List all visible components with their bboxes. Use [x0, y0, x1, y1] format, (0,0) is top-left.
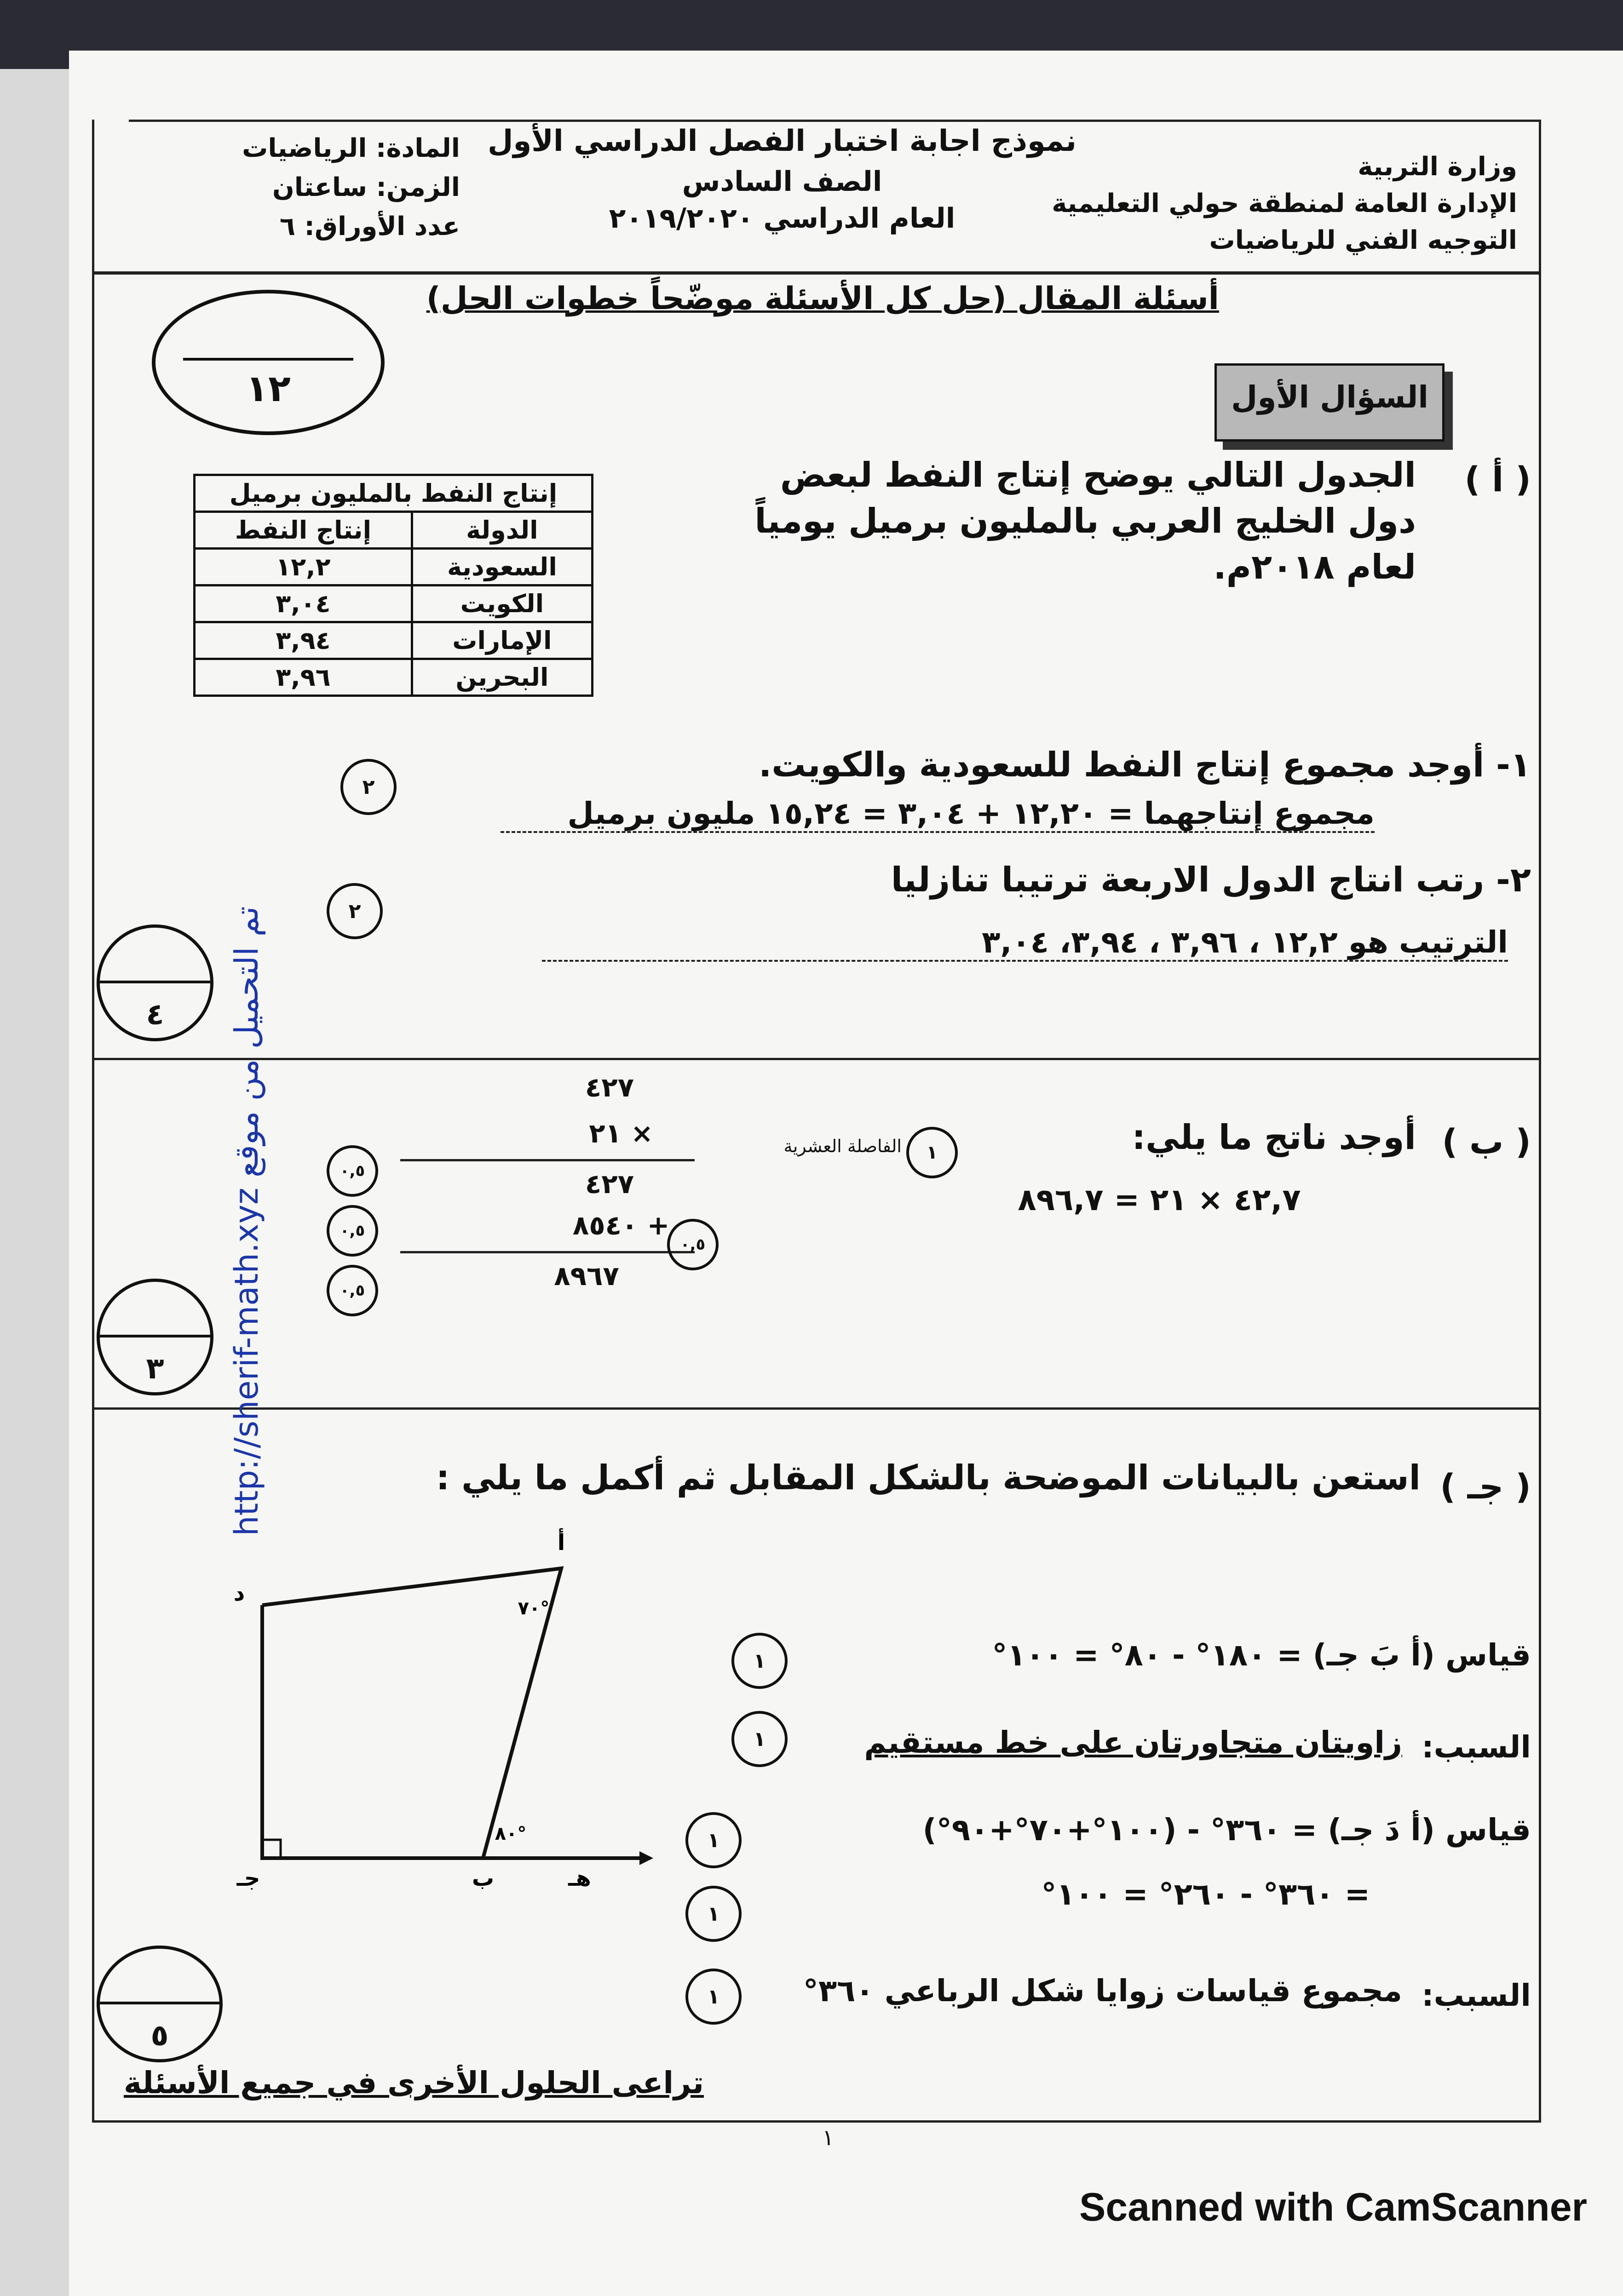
part-a-q2: ٢- رتب انتاج الدول الاربعة ترتيبا تنازليا	[891, 860, 1531, 900]
mark-circle: ١	[731, 1711, 788, 1767]
mult-line: ٨٥٤٠ +	[572, 1210, 670, 1241]
part-a-score	[97, 924, 213, 1041]
half-mark: ٠,٥	[327, 1145, 378, 1197]
table-row	[195, 585, 593, 622]
part-c-label: ( جـ )	[1440, 1467, 1531, 1507]
row-country: الإمارات	[412, 622, 592, 659]
quad-outline	[262, 1568, 561, 1858]
footer-note: تراعى الحلول الأخرى في جميع الأسئلة	[123, 2065, 704, 2101]
mult-line: ٤٢٧	[585, 1072, 634, 1103]
part-b-answer: ٤٢,٧ × ٢١ = ٨٩٦,٧	[1018, 1182, 1301, 1217]
part-a-line1: الجدول التالي يوضح إنتاج النفط لبعض	[780, 455, 1416, 495]
total-score-oval	[152, 290, 385, 435]
vertex-a: أ	[557, 1530, 565, 1556]
part-b-score	[97, 1279, 213, 1395]
part-b-question: أوجد ناتج ما يلي:	[1132, 1118, 1416, 1157]
part-c-score	[97, 1946, 223, 2062]
page-number: ١	[822, 2125, 834, 2151]
part-c-l5-key: السبب:	[1422, 1978, 1531, 2013]
oil-table-caption: إنتاج النفط بالمليون برميل	[195, 475, 593, 512]
right-border	[1539, 120, 1541, 2120]
mark-circle: ١	[731, 1633, 788, 1689]
part-a-line3: لعام ٢٠١٨م.	[1213, 547, 1416, 587]
part-c-l1: قياس (أ بَ جـ) = ١٨٠° - ٨٠° = ١٠٠°	[992, 1637, 1531, 1673]
row-country: السعودية	[412, 549, 592, 585]
essay-title: أسئلة المقال (حل كل الأسئلة موضّحاً خطوات الحل)	[426, 281, 1219, 317]
row-country: البحرين	[412, 659, 592, 696]
mark-circle: ١	[906, 1127, 958, 1178]
vertex-b: ب	[472, 1866, 495, 1891]
academic-year: العام الدراسي ٢٠١٩/٢٠٢٠	[609, 202, 955, 235]
part-c-question: استعن بالبيانات الموضحة بالشكل المقابل ثم أكمل ما يلي :	[436, 1458, 1421, 1498]
row-value: ١٢,٢	[195, 549, 412, 585]
mult-rule	[400, 1251, 695, 1253]
col-country: الدولة	[412, 512, 592, 549]
part-a-label: ( أ )	[1464, 460, 1531, 499]
part-a-a2: الترتيب هو ١٢,٢ ، ٣,٩٦ ، ٣,٩٤، ٣,٠٤	[542, 924, 1508, 962]
score-value: ٥	[150, 2018, 169, 2053]
part-a-line2: دول الخليج العربي بالمليون برميل يومياً	[754, 501, 1416, 541]
time: الزمن: ساعتان	[272, 172, 460, 202]
score-divider	[100, 1335, 210, 1337]
part-a-a1: مجموع إنتاجهما = ١٢,٢٠ + ٣,٠٤ = ١٥,٢٤ مليون برميل	[501, 796, 1375, 833]
part-c-l5-value: مجموع قياسات زوايا شكل الرباعي ٣٦٠°	[803, 1973, 1402, 2009]
grade: الصف السادس	[682, 166, 882, 198]
vertex-d: د	[233, 1580, 245, 1606]
row-value: ٣,٩٤	[195, 622, 412, 659]
point-h: هـ	[568, 1866, 591, 1891]
row-country: الكويت	[412, 585, 592, 622]
mark-circle: ١	[685, 1886, 742, 1942]
score-divider	[100, 2002, 219, 2004]
table-row	[195, 659, 593, 696]
row-value: ٣,٩٦	[195, 659, 412, 696]
right-angle-mark	[262, 1840, 281, 1858]
half-mark: ٠,٥	[667, 1219, 719, 1270]
oil-table-wrap	[193, 474, 593, 697]
half-mark: ٠,٥	[327, 1205, 378, 1257]
part-c-l2-value: زاويتان متجاورتان على خط مستقيم	[864, 1725, 1402, 1760]
question-label-box	[1214, 363, 1445, 442]
row-value: ٣,٠٤	[195, 585, 412, 622]
oil-table	[193, 474, 593, 697]
dept: التوجيه الفني للرياضيات	[1209, 225, 1517, 255]
ministry: وزارة التربية	[1358, 152, 1517, 182]
total-score: ١٢	[246, 367, 291, 410]
header-top-rule	[129, 120, 1541, 122]
question-label: السؤال الأول	[1231, 379, 1428, 415]
col-production: إنتاج النفط	[195, 512, 412, 549]
section-divider-b	[92, 1407, 1541, 1410]
mult-line: ٨٩٦٧	[554, 1260, 619, 1292]
mult-rule	[400, 1159, 695, 1161]
part-c-l2-key: السبب:	[1422, 1729, 1531, 1765]
subject: المادة: الرياضيات	[242, 133, 460, 163]
score-divider	[100, 981, 210, 983]
exam-page	[69, 51, 1623, 2296]
angle-70: ٧٠°	[518, 1598, 550, 1619]
decimal-note: الفاصلة العشرية	[783, 1136, 902, 1156]
mark-circle: ٢	[340, 759, 397, 815]
total-score-line	[183, 358, 353, 361]
arrowhead-icon	[639, 1851, 653, 1865]
score-value: ٣	[146, 1351, 164, 1386]
page-count: عدد الأوراق: ٦	[279, 212, 460, 241]
camscanner-label: Scanned with CamScanner	[1079, 2185, 1587, 2229]
left-border	[92, 120, 94, 2120]
mark-circle: ١	[685, 1969, 742, 2025]
header-bottom-rule	[92, 271, 1541, 275]
half-mark: ٠,٥	[327, 1265, 378, 1316]
mult-line: ٢١ ×	[589, 1118, 653, 1149]
table-row	[195, 622, 593, 659]
mark-circle: ٢	[327, 883, 383, 939]
angle-80: ٨٠°	[495, 1823, 527, 1844]
site-watermark: http://sherif-math.xyz تم التحميل من موقع	[228, 906, 265, 1536]
table-row	[195, 549, 593, 585]
part-c-l3: قياس (أ دَ جـ) = ٣٦٠° - (١٠٠°+٧٠°+٩٠°)	[922, 1812, 1531, 1848]
part-b-label: ( ب )	[1442, 1122, 1531, 1162]
exam-title: نموذج اجابة اختبار الفصل الدراسي الأول	[487, 124, 1077, 158]
vertex-j: جـ	[236, 1866, 260, 1891]
section-divider-a	[92, 1058, 1541, 1060]
part-a-q1: ١- أوجد مجموع إنتاج النفط للسعودية والكويت.	[759, 745, 1531, 785]
bottom-border	[92, 2120, 1541, 2123]
mark-circle: ١	[685, 1812, 742, 1868]
admin: الإدارة العامة لمنطقة حولي التعليمية	[1052, 189, 1517, 218]
mult-line: ٤٢٧	[585, 1168, 634, 1200]
part-c-l4: = ٣٦٠° - ٢٦٠° = ١٠٠°	[1041, 1877, 1370, 1912]
score-value: ٤	[146, 997, 164, 1032]
